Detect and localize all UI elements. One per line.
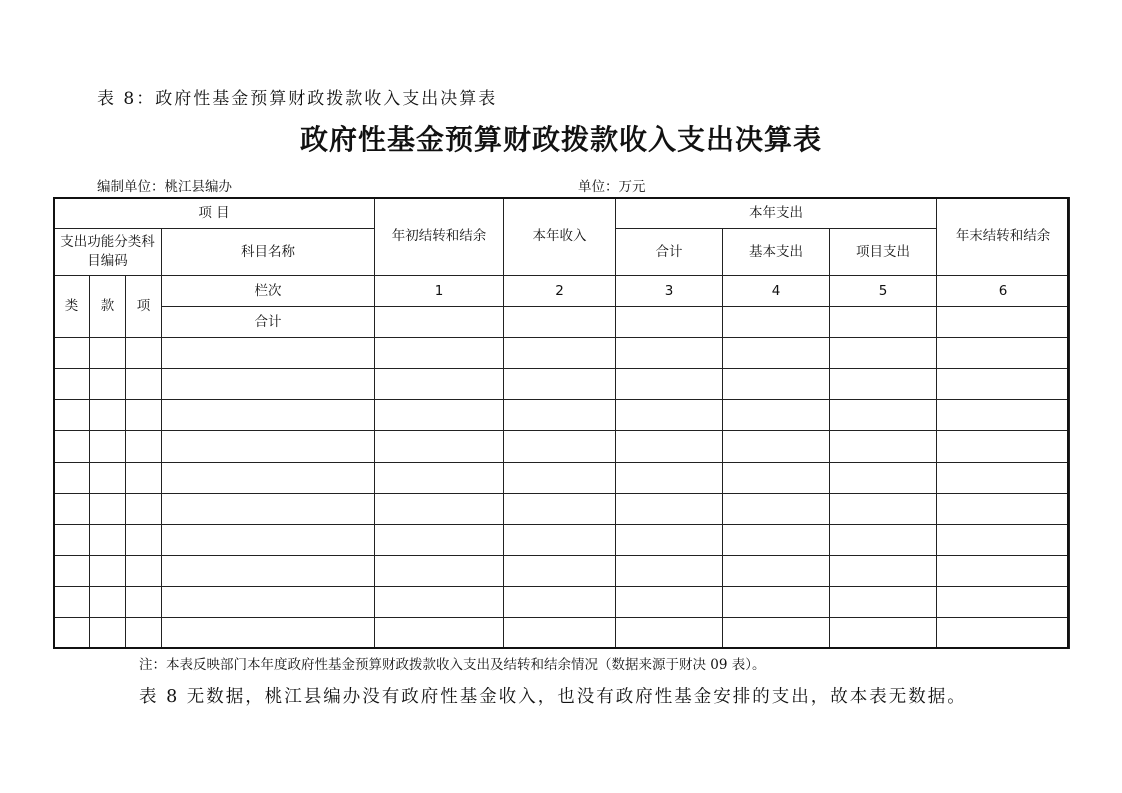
header-income: 本年收入 <box>504 198 616 276</box>
table-row <box>54 555 1070 586</box>
header-subject-name: 科目名称 <box>162 229 375 276</box>
col-num-5: 5 <box>830 276 937 307</box>
header-xiang: 项 <box>126 276 162 338</box>
compiling-unit: 编制单位：桃江县编办 <box>97 179 232 195</box>
col-num-3: 3 <box>616 276 723 307</box>
header-func-code: 支出功能分类科目编码 <box>54 229 162 276</box>
row-sum: 合计 <box>162 307 375 338</box>
table-row <box>54 586 1070 617</box>
header-lei: 类 <box>54 276 90 338</box>
budget-table <box>53 197 1070 649</box>
col-num-1: 1 <box>375 276 504 307</box>
page-title: 政府性基金预算财政拨款收入支出决算表 <box>299 123 822 156</box>
table-row <box>54 493 1070 524</box>
header-kuan: 款 <box>90 276 126 338</box>
header-begin-balance: 年初结转和结余 <box>375 198 504 276</box>
table-row <box>54 431 1070 462</box>
table-row <box>54 462 1070 493</box>
table-row <box>54 617 1070 648</box>
col-num-2: 2 <box>504 276 616 307</box>
header-end-balance: 年末结转和结余 <box>937 198 1070 276</box>
no-data-remark: 表 8 无数据，桃江县编办没有政府性基金收入，也没有政府性基金安排的支出，故本表无数据。 <box>139 687 967 707</box>
header-item: 项 目 <box>54 198 375 229</box>
col-num-4: 4 <box>723 276 830 307</box>
table-row <box>54 369 1070 400</box>
header-expense: 本年支出 <box>616 198 937 229</box>
table-row <box>54 400 1070 431</box>
table-caption: 表 8：政府性基金预算财政拨款收入支出决算表 <box>97 89 498 109</box>
header-basic: 基本支出 <box>723 229 830 276</box>
header-project: 项目支出 <box>830 229 937 276</box>
header-total: 合计 <box>616 229 723 276</box>
table-row <box>54 524 1070 555</box>
currency-unit: 单位：万元 <box>578 179 646 195</box>
row-lanci: 栏次 <box>162 276 375 307</box>
table-row <box>54 338 1070 369</box>
table-note: 注：本表反映部门本年度政府性基金预算财政拨款收入支出及结转和结余情况（数据来源于财决 09 表）。 <box>139 657 766 673</box>
col-num-6: 6 <box>937 276 1070 307</box>
